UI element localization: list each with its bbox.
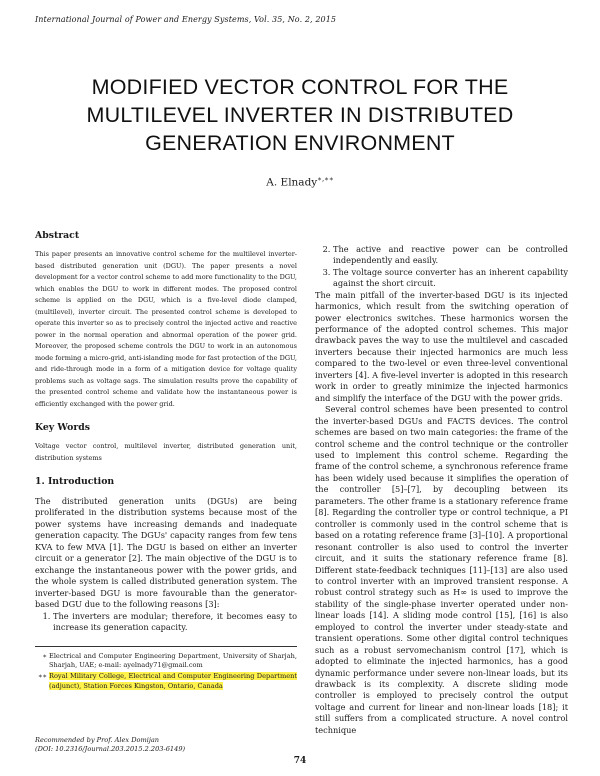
author-affiliation-marks: ∗,∗∗ bbox=[317, 175, 334, 183]
footnote-2-mark: ∗∗ bbox=[38, 672, 47, 681]
footnote-1-mark: ∗ bbox=[42, 652, 47, 660]
abstract-heading: Abstract bbox=[35, 230, 80, 241]
keywords-section bbox=[35, 422, 297, 464]
paper-title bbox=[30, 73, 570, 157]
title-line-3: GENERATION ENVIRONMENT bbox=[145, 131, 455, 155]
reason-item-3: 3. The voltage source converter has an inherent capability against the short circuit. bbox=[333, 267, 568, 290]
keywords-text: Voltage vector control, multilevel inverter, distributed generation unit, distribution systems bbox=[35, 442, 297, 462]
reasons-list-continued bbox=[315, 244, 568, 290]
reasons-list bbox=[35, 611, 297, 634]
left-column bbox=[35, 230, 297, 633]
author-line bbox=[0, 175, 600, 189]
recommended-by bbox=[35, 736, 305, 754]
title-line-1: MODIFIED VECTOR CONTROL FOR THE bbox=[91, 75, 509, 99]
footnote-2 bbox=[35, 672, 297, 690]
keywords-heading: Key Words bbox=[35, 422, 90, 434]
abstract-section bbox=[35, 230, 297, 410]
author-name: A. Elnady bbox=[266, 176, 318, 189]
doi-line: (DOI: 10.2316/Journal.203.2015.2.203-6149) bbox=[35, 745, 186, 753]
footnote-2-highlighted-text: Royal Military College, Electrical and Computer Engineering Department (adjunct), Station Forces Kingston, Ontario, Canada bbox=[49, 672, 297, 690]
journal-header: International Journal of Power and Energy Systems, Vol. 35, No. 2, 2015 bbox=[35, 15, 337, 24]
reason-item-1: 1. The inverters are modular; therefore, it becomes easy to increase its generation capacity. bbox=[53, 611, 297, 634]
paragraph-control-schemes: Several control schemes have been presented to control the inverter-based DGUs and FACTS devices. The control schemes are based on two main categories: the frame of the control scheme and the control technique or the controller used to implement this control scheme. Regarding the frame of the control scheme, a synchronous reference frame has been widely used because it simplifies the operation of the controller [5]–[7], by decoupling between its parameters. The other frame is a stationary reference frame [8]. Regarding the controller type or control technique, a PI controller is commonly used in the control scheme that is based on a rotating reference frame [3]–[10]. A proportional resonant controller is also used to control the inverter circuit, and it suits the stationary reference frame [8]. Different state-feedback techniques [11]–[13] are also used to control inverter with an improved transient response. A robust control strategy such as H∞ is used to improve the stability of the single-phase inverter operated under non-linear loads [14]. A sliding mode control [15], [16] is also employed to control the inverter under steady-state and transient operations. Some other digital control techniques such as a robust servomechanism control [17], which is adopted to eliminate the injected harmonics, has a good dynamic performance under severe non-linear loads, but its drawback is its complexity. A discrete sliding mode controller is employed to precisely control the output voltage and current for linear and non-linear loads [18]; it still suffers from a complicated structure. A novel control technique bbox=[315, 404, 568, 735]
reason-item-2: 2. The active and reactive power can be controlled independently and easily. bbox=[333, 244, 568, 267]
title-line-2: MULTILEVEL INVERTER IN DISTRIBUTED bbox=[86, 103, 514, 127]
recommended-line: Recommended by Prof. Alex Domijan bbox=[35, 736, 160, 744]
page-number: 74 bbox=[293, 756, 307, 766]
introduction-heading: 1. Introduction bbox=[35, 476, 115, 488]
footnote-1-text: Electrical and Computer Engineering Department, University of Sharjah, Sharjah, UAE; e-mail: ayelnady71@gmail.com bbox=[49, 652, 297, 670]
introduction-section bbox=[35, 476, 297, 633]
paragraph-harmonics: The main pitfall of the inverter-based DGU is its injected harmonics, which result from the switching operation of power electronics switches. These harmonics worsen the performance of the adopted control schemes. This major drawback paves the way to use the multilevel and cascaded inverters because their injected harmonics are much less compared to the two-level or even three-level conventional inverters [4]. A five-level inverter is adopted in this research work in order to greatly minimize the injected harmonics and simplify the interface of the DGU with the power grids. bbox=[315, 289, 568, 403]
footnotes bbox=[35, 646, 297, 693]
abstract-text: This paper presents an innovative control scheme for the multilevel inverter-based distributed generation unit (DGU). The paper presents a novel development for a vector control scheme to add more functionality to the DGU, which enables the DGU to work in different modes. The proposed control scheme is applied on the DGU, which is a five-level diode clamped, (multilevel), inverter circuit. The presented control scheme is developed to operate this inverter so as to precisely control the injected active and reactive power in the normal operation and abnormal operation of the power grid. Moreover, the proposed scheme controls the DGU to work in an autonomous mode forming a micro-grid, anti-islanding mode for fast protection of the DGU, and ride-through mode in a form of a mitigation device for voltage quality problems such as voltage sags. The simulation results prove the capability of the presented control scheme and validate how the instantaneous power is efficiently exchanged with the power grid. bbox=[35, 250, 297, 408]
introduction-paragraph: The distributed generation units (DGUs) are being proliferated in the distribution systems because most of the power systems have increasing demands and inadequate generation capacity. The DGUs' capacity ranges from few tens KVA to few MVA [1]. The DGU is based on either an inverter circuit or a generator [2]. The main objective of the DGU is to exchange the instantaneous power with the power grids, and the whole system is called distributed generation system. The inverter-based DGU is more favourable than the generator-based DGU due to the following reasons [3]: bbox=[35, 495, 297, 610]
footnote-1 bbox=[35, 652, 297, 670]
right-column bbox=[315, 244, 568, 736]
